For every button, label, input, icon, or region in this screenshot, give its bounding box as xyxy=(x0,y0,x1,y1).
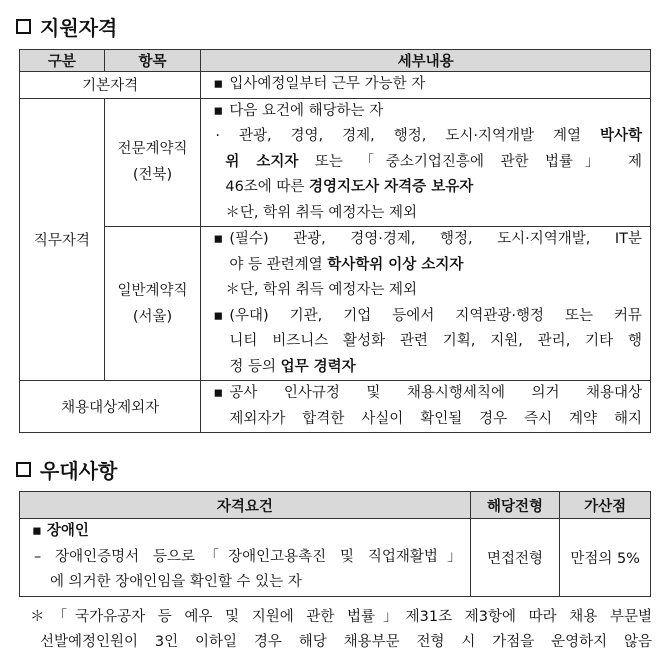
exclusion-label: 채용대상제외자 xyxy=(20,381,201,433)
table-row-basic xyxy=(20,72,651,99)
exclusion-detail-cell xyxy=(201,381,651,433)
header-detail: 세부내용 xyxy=(201,50,651,72)
header-stage: 해당전형 xyxy=(470,492,560,519)
bullet-icon: ▪ xyxy=(213,385,224,401)
table-row-exclusion xyxy=(20,381,651,433)
general-item-cell xyxy=(104,227,201,381)
requirement-desc1: – 장애인증명서 등으로「장애인고용촉진 및 직업재활법」 xyxy=(34,548,462,565)
bullet-icon: ▪ xyxy=(213,76,224,92)
expert-p1-bold: 박사학 xyxy=(599,128,643,144)
checkbox-square-icon xyxy=(16,19,31,34)
general-item-name: 일반계약직 xyxy=(117,282,188,299)
general-note: ＊단, 학위 취득 예정자는 제외 xyxy=(225,282,417,298)
expert-note: ＊단, 학위 취득 예정자는 제외 xyxy=(225,204,417,221)
expert-item-cell xyxy=(104,98,201,227)
expert-intro: 다음 요건에 해당하는 자 xyxy=(229,102,384,119)
table-row-expert xyxy=(20,98,651,227)
expert-item-region: (전북) xyxy=(132,167,173,184)
header-requirement: 자격요건 xyxy=(20,492,471,519)
basic-detail-cell xyxy=(201,72,651,99)
section-title-text: 지원자격 xyxy=(40,16,118,40)
general-detail-cell xyxy=(201,227,651,381)
stage-value: 면접전형 xyxy=(470,519,560,597)
bullet-icon: ▪ xyxy=(32,523,47,539)
expert-item-name: 전문계약직 xyxy=(117,141,188,158)
expert-p2-bold: 위 소지자 xyxy=(225,153,299,170)
expert-p3-bold: 경영지도사 자격증 보유자 xyxy=(309,179,474,195)
expert-detail-cell xyxy=(201,98,651,227)
requirement-title: 장애인 xyxy=(46,523,89,539)
expert-p3: 46조에 따른 xyxy=(225,179,310,195)
preferences-table xyxy=(19,491,651,597)
points-value: 만점의 5% xyxy=(560,519,651,597)
section-title-text: 우대사항 xyxy=(40,459,118,483)
general-r1: (필수) 관광, 경영·경제, 행정, 도시·지역개발, IT분 xyxy=(229,231,642,247)
general-p3-bold: 업무 경력자 xyxy=(280,358,356,375)
general-r2-bold: 학사학위 이상 소지자 xyxy=(327,256,464,273)
table-row xyxy=(20,519,651,597)
bullet-icon: ▪ xyxy=(213,102,224,119)
basic-label: 기본자격 xyxy=(20,72,201,99)
header-item: 항목 xyxy=(104,50,201,72)
requirement-desc2: 에 의거한 장애인임을 확인할 수 있는 자 xyxy=(50,574,302,590)
middle-dot-icon: · xyxy=(215,128,239,144)
job-label: 직무자격 xyxy=(20,98,105,381)
footnote-line2: 선발예정인원이 3인 이하일 경우 해당 채용부문 전형 시 가점을 운영하지 않음 xyxy=(40,634,652,650)
general-p1: (우대) 기관, 기업 등에서 지역관광·행정 또는 커뮤 xyxy=(229,307,642,324)
expert-p1: 관광, 경영, 경제, 행정, 도시·지역개발 계열 xyxy=(238,128,600,144)
bullet-icon: ▪ xyxy=(213,307,224,324)
table-row-general xyxy=(20,227,651,381)
requirement-cell xyxy=(20,519,471,597)
general-p3: 정 등의 xyxy=(229,358,281,375)
general-p2: 니티 비즈니스 활성화 관련 기획, 지원, 관리, 기타 행 xyxy=(229,333,642,349)
general-r2: 야 등 관련계열 xyxy=(229,256,328,273)
exclusion-line1: 공사 인사규정 및 채용시행세칙에 의거 채용대상 xyxy=(229,385,642,401)
expert-p2: 또는 「중소기업진흥에 관한 법률」 제 xyxy=(298,153,642,170)
qualifications-table xyxy=(19,49,651,433)
header-points: 가산점 xyxy=(560,492,651,519)
table-header-row xyxy=(20,50,651,72)
table-header-row xyxy=(20,492,651,519)
checkbox-square-icon xyxy=(16,462,31,477)
section-title-preferences xyxy=(16,455,117,484)
footnote-line1: ＊「국가유공자 등 예우 및 지원에 관한 법률」제31조 제3항에 따라 채용 부문별 xyxy=(30,609,652,625)
bullet-icon: ▪ xyxy=(213,231,224,247)
header-category: 구분 xyxy=(20,50,105,72)
exclusion-line2: 제외자가 합격한 사실이 확인될 경우 즉시 계약 해지 xyxy=(229,410,642,427)
basic-detail: 입사예정일부터 근무 가능한 자 xyxy=(229,76,426,92)
section-title-qualifications xyxy=(16,12,117,41)
footnote-block xyxy=(30,605,652,655)
general-item-region: (서울) xyxy=(132,308,173,325)
